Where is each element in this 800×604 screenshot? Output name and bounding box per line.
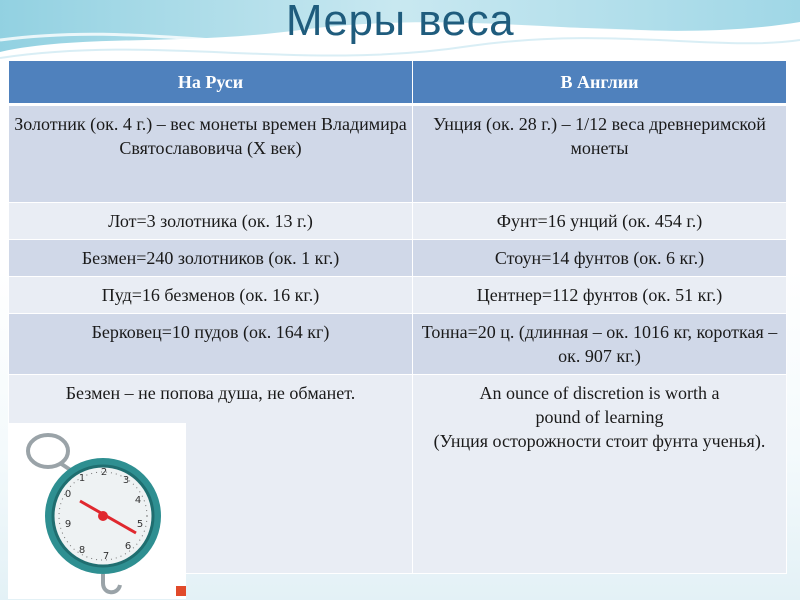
table-cell: Пуд=16 безменов (ок. 16 кг.) (9, 277, 413, 314)
dial-number: 5 (136, 519, 144, 530)
proverb-english (413, 375, 787, 574)
table-row (9, 277, 787, 314)
table-cell: Золотник (ок. 4 г.) – вес монеты времен Владимира Святославовича (X век) (9, 105, 413, 203)
table-cell: Берковец=10 пудов (ок. 164 кг) (9, 314, 413, 375)
table-cell: Безмен=240 золотников (ок. 1 кг.) (9, 240, 413, 277)
dial-number: 8 (78, 545, 86, 556)
table-cell: Лот=3 золотника (ок. 13 г.) (9, 203, 413, 240)
table-cell: Стоун=14 фунтов (ок. 6 кг.) (413, 240, 787, 277)
table-header-row (9, 61, 787, 105)
dial-number: 7 (102, 551, 110, 562)
table-cell: Унция (ок. 28 г.) – 1/12 веса древнеримской монеты (413, 105, 787, 203)
spring-scale-icon (8, 423, 186, 599)
table-row (9, 203, 787, 240)
table-cell: Центнер=112 фунтов (ок. 51 кг.) (413, 277, 787, 314)
spring-scale-image (8, 423, 186, 599)
column-header-rus: На Руси (9, 61, 413, 105)
dial-number: 2 (100, 467, 108, 478)
dial-number: 3 (122, 475, 130, 486)
table-row (9, 105, 787, 203)
table-row (9, 314, 787, 375)
dial-number: 6 (124, 541, 132, 552)
table-row (9, 240, 787, 277)
dial-number: 0 (64, 489, 72, 500)
dial-number: 9 (64, 519, 72, 530)
proverb-russian: Безмен – не попова душа, не обманет. (9, 375, 413, 574)
proverb-english-line1: An ounce of discretion is worth a (479, 383, 720, 403)
dial-number: 4 (134, 495, 142, 506)
page-title: Меры веса (285, 0, 515, 45)
table-cell: Фунт=16 унций (ок. 454 г.) (413, 203, 787, 240)
column-header-england: В Англии (413, 61, 787, 105)
dial-number: 1 (78, 473, 86, 484)
proverb-translation: (Унция осторожности стоит фунта ученья). (433, 431, 766, 451)
table-cell: Тонна=20 ц. (длинная – ок. 1016 кг, короткая – ок. 907 кг.) (413, 314, 787, 375)
corner-logo-mark (176, 586, 186, 596)
proverb-english-line2: pound of learning (535, 407, 664, 427)
